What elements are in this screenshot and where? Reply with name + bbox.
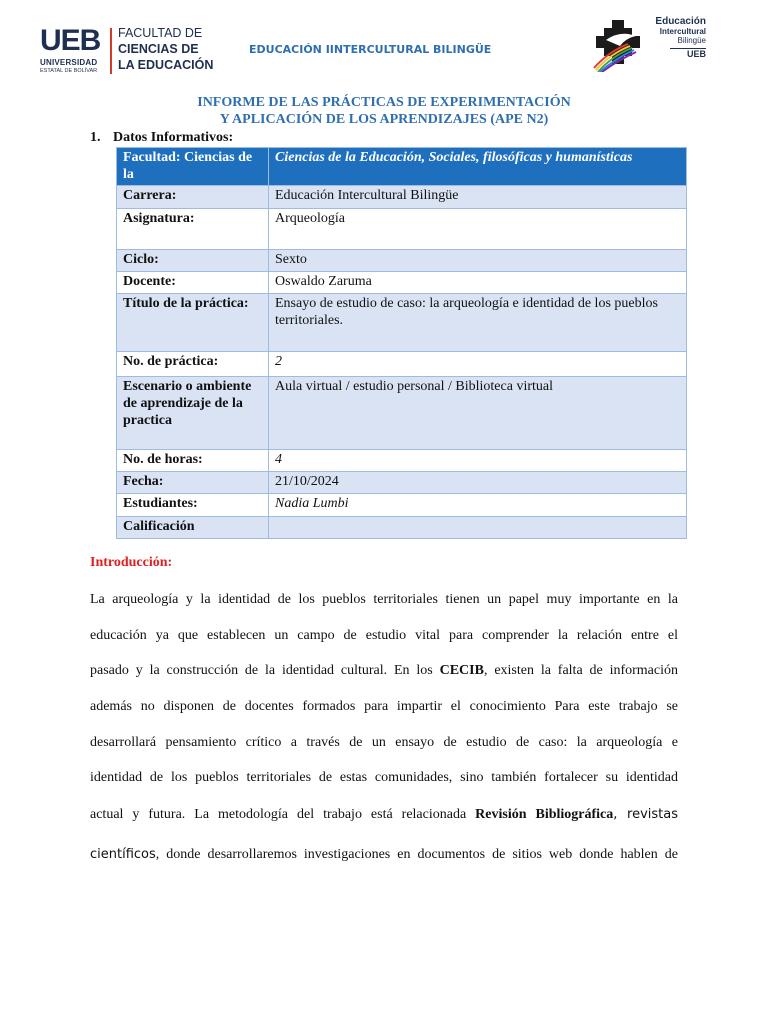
row-value: Arqueología — [269, 209, 687, 250]
intro-line-6: identidad de los pueblos territoriales de estas comunidades, sino también fortalecer su identidad — [90, 770, 678, 785]
row-value — [269, 517, 687, 539]
row-value: Educación Intercultural Bilingüe — [269, 186, 687, 209]
row-value: Aula virtual / estudio personal / Biblioteca virtual — [269, 377, 687, 450]
row-label: Carrera: — [117, 186, 269, 209]
row-value: Ensayo de estudio de caso: la arqueología e identidad de los pueblos territoriales. — [269, 294, 687, 352]
row-label: Ciclo: — [117, 250, 269, 272]
faculty-line-1: FACULTAD DE — [118, 26, 203, 40]
intro-line-1: La arqueología y la identidad de los pueblos territoriales tienen un papel muy importante en la — [90, 592, 678, 607]
table-row — [117, 377, 687, 450]
intro-cecib: CECIB — [439, 663, 484, 678]
row-label: Facultad: Ciencias de la — [117, 148, 269, 186]
intro-line-4: además no disponen de docentes formados para impartir el conocimiento Para este trabajo se — [90, 699, 678, 714]
row-label: Título de la práctica: — [117, 294, 269, 352]
row-value: Nadia Lumbi — [269, 494, 687, 517]
table-row — [117, 494, 687, 517]
table-row — [117, 250, 687, 272]
chakana-icon — [592, 16, 648, 72]
row-label: Estudiantes: — [117, 494, 269, 517]
intro-line-5: desarrollará pensamiento crítico a través de un ensayo de estudio de caso: la arqueología e — [90, 735, 678, 750]
intro-revision: Revisión Bibliográfica — [475, 807, 614, 822]
row-label: Fecha: — [117, 472, 269, 494]
intro-line-8 — [90, 845, 678, 865]
faculty-line-3: LA EDUCACIÓN — [118, 58, 214, 72]
eib-logo — [592, 16, 712, 72]
intro-heading: Introducción: — [90, 555, 173, 570]
table-row — [117, 472, 687, 494]
table-row — [117, 517, 687, 539]
intro-line-2: educación ya que establecen un campo de estudio vital para comprender la relación entre el — [90, 628, 678, 643]
eib-line-3: Bilingüe — [677, 36, 706, 45]
logo-divider — [110, 28, 112, 74]
row-value: Ciencias de la Educación, Sociales, filosóficas y humanísticas — [269, 148, 687, 186]
section-heading — [90, 130, 233, 146]
eib-line-4: UEB — [686, 49, 706, 59]
intro-line-7-a: actual y futura. La metodología del trabajo está relacionada — [90, 807, 476, 822]
table-row — [117, 186, 687, 209]
row-value: 21/10/2024 — [269, 472, 687, 494]
table-row — [117, 272, 687, 294]
intro-line-3-c: , existen la falta de información — [483, 663, 678, 678]
intro-line-7 — [90, 805, 678, 825]
report-title-line-2: Y APLICACIÓN DE LOS APRENDIZAJES (APE N2) — [219, 112, 549, 127]
eib-line-1: Educación — [655, 16, 706, 27]
table-row — [117, 352, 687, 377]
section-title: Datos Informativos: — [113, 130, 234, 145]
row-label: Calificación — [117, 517, 269, 539]
page-header — [0, 0, 768, 90]
table-row — [117, 148, 687, 186]
intro-line-8-a: científicos — [90, 847, 156, 862]
intro-line-7-c: , revistas — [613, 807, 678, 822]
row-label: No. de práctica: — [117, 352, 269, 377]
row-label: Escenario o ambiente de aprendizaje de la practica — [117, 377, 269, 450]
ueb-mark: UEB — [40, 24, 101, 57]
intro-line-3-a: pasado y la construcción de la identidad cultural. En los — [90, 663, 440, 678]
row-value: 4 — [269, 450, 687, 472]
header-title: EDUCACIÓN IINTERCULTURAL BILINGÜE — [249, 43, 492, 56]
intro-line-8-b: , donde desarrollaremos investigaciones en documentos de sitios web donde hablen de — [155, 847, 678, 862]
row-label: Asignatura: — [117, 209, 269, 250]
table-row — [117, 209, 687, 250]
report-title-line-1: INFORME DE LAS PRÁCTICAS DE EXPERIMENTACIÓN — [197, 95, 571, 110]
faculty-line-2: CIENCIAS DE — [118, 42, 199, 56]
row-value: 2 — [269, 352, 687, 377]
row-label: Docente: — [117, 272, 269, 294]
eib-line-2: Intercultural — [659, 27, 706, 36]
ueb-faculty-logo — [40, 26, 215, 78]
intro-line-3 — [90, 661, 678, 681]
ueb-estatal-label: ESTATAL DE BOLÍVAR — [40, 68, 98, 74]
table-row — [117, 450, 687, 472]
row-value: Sexto — [269, 250, 687, 272]
table-row — [117, 294, 687, 352]
ueb-university-label: UNIVERSIDAD — [40, 58, 98, 67]
row-value: Oswaldo Zaruma — [269, 272, 687, 294]
row-label: No. de horas: — [117, 450, 269, 472]
info-table — [116, 147, 687, 539]
section-number: 1. — [90, 130, 101, 145]
